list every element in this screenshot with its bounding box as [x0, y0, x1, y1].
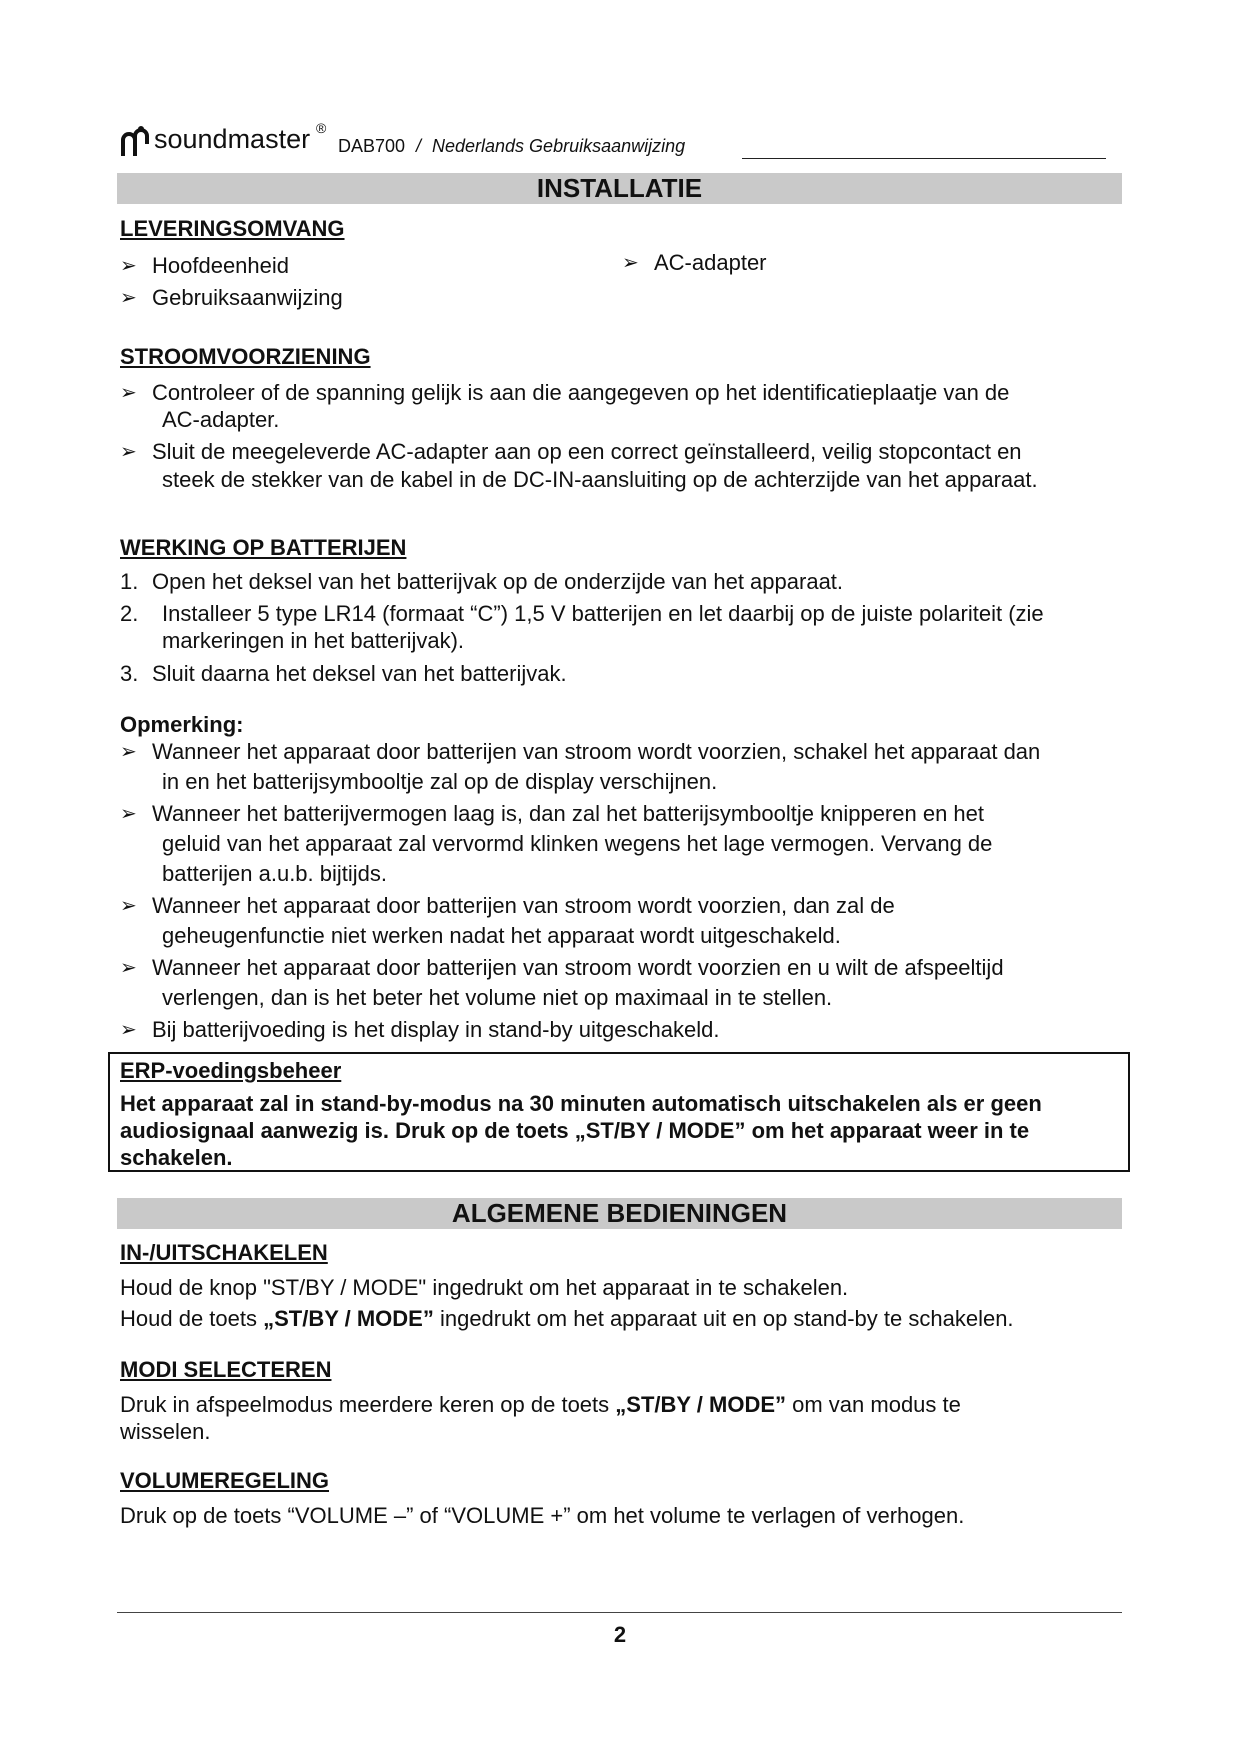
header-subtitle: Nederlands Gebruiksaanwijzing: [432, 136, 686, 156]
list-item-text: batterijen a.u.b. bijtijds.: [162, 861, 388, 886]
paragraph-line: wisselen.: [120, 1419, 211, 1444]
list-item-text: geheugenfunctie niet werken nadat het apparaat wordt uitgeschakeld.: [162, 923, 841, 948]
heading-opmerking: Opmerking:: [120, 712, 244, 737]
key-name-st-by-mode: „ST/BY / MODE”: [263, 1306, 434, 1331]
arrow-bullet-icon: ➢: [120, 287, 137, 309]
key-name-st-by-mode: „ST/BY / MODE”: [615, 1392, 787, 1417]
heading-leveringsomvang: LEVERINGSOMVANG: [120, 216, 345, 241]
list-item-text: steek de stekker van de kabel in de DC-IN-aansluiting op de achterzijde van het apparaat.: [162, 467, 1038, 492]
heading-modi-selecteren: MODI SELECTEREN: [120, 1357, 332, 1382]
paragraph-line: [120, 1391, 961, 1419]
brand-name: soundmaster: [154, 124, 311, 154]
list-item-text: Wanneer het batterijvermogen laag is, dan zal het batterijsymbooltje knipperen en het: [152, 801, 985, 826]
list-item-text: Gebruiksaanwijzing: [152, 285, 343, 310]
list-item-text: in en het batterijsymbooltje zal op de display verschijnen.: [162, 769, 718, 794]
arrow-bullet-icon: ➢: [622, 252, 639, 274]
paragraph-line: Houd de knop "ST/BY / MODE" ingedrukt om het apparaat in te schakelen.: [120, 1275, 849, 1300]
heading-werking-op-batterijen: WERKING OP BATTERIJEN: [120, 535, 407, 560]
arrow-bullet-icon: ➢: [120, 895, 137, 917]
step-text: Installeer 5 type LR14 (formaat “C”) 1,5 V batterijen en let daarbij op de juiste polariteit (zie: [162, 601, 1044, 626]
arrow-bullet-icon: ➢: [120, 255, 137, 277]
list-item-text: Wanneer het apparaat door batterijen van stroom wordt voorzien, schakel het apparaat dan: [152, 739, 1041, 764]
model-number: DAB700: [338, 136, 406, 156]
erp-notice-box: [108, 1052, 1130, 1172]
list-item-text: geluid van het apparaat zal vervormd klinken wegens het lage vermogen. Vervang de: [162, 831, 993, 856]
section-title-installatie: INSTALLATIE: [536, 173, 703, 203]
registered-mark: ®: [316, 120, 327, 136]
arrow-bullet-icon: ➢: [120, 441, 137, 463]
step-text: Open het deksel van het batterijvak op de onderzijde van het apparaat.: [152, 569, 844, 594]
list-item-text: Bij batterijvoeding is het display in stand-by uitgeschakeld.: [152, 1017, 720, 1042]
erp-heading: ERP-voedingsbeheer: [120, 1058, 342, 1083]
arrow-bullet-icon: ➢: [120, 382, 137, 404]
text-run: om van modus te: [786, 1392, 961, 1417]
list-item-text: Controleer of de spanning gelijk is aan die aangegeven op het identificatieplaatje van de: [152, 380, 1010, 405]
header-separator: /: [416, 136, 422, 156]
erp-text-line: schakelen.: [120, 1145, 233, 1170]
step-number: 3.: [120, 661, 139, 686]
list-item-text: AC-adapter.: [162, 407, 280, 432]
section-band-installatie: [117, 173, 1122, 204]
arrow-bullet-icon: ➢: [120, 741, 137, 763]
footer-rule: [117, 1612, 1122, 1613]
step-text: markeringen in het batterijvak).: [162, 628, 465, 653]
erp-text-line: Het apparaat zal in stand-by-modus na 30 minuten automatisch uitschakelen als er geen: [120, 1091, 1042, 1116]
arrow-bullet-icon: ➢: [120, 957, 137, 979]
list-item-text: verlengen, dan is het beter het volume niet op maximaal in te stellen.: [162, 985, 833, 1010]
arrow-bullet-icon: ➢: [120, 1019, 137, 1041]
heading-volumeregeling: VOLUMEREGELING: [120, 1468, 330, 1493]
erp-text-line: audiosignaal aanwezig is. Druk op de toets „ST/BY / MODE” om het apparaat weer in te: [120, 1118, 1030, 1143]
arrow-bullet-icon: ➢: [120, 803, 137, 825]
list-item-text: Sluit de meegeleverde AC-adapter aan op een correct geïnstalleerd, veilig stopcontact en: [152, 439, 1022, 464]
paragraph-line: [120, 1305, 1014, 1333]
step-number: 1.: [120, 569, 139, 594]
list-item-text: Hoofdeenheid: [152, 253, 290, 278]
text-run: Houd de toets: [120, 1306, 264, 1331]
page-number: 2: [613, 1622, 627, 1647]
paragraph-line: Druk op de toets “VOLUME –” of “VOLUME +” om het volume te verlagen of verhogen.: [120, 1503, 965, 1528]
heading-in-uitschakelen: IN-/UITSCHAKELEN: [120, 1240, 328, 1265]
list-item-text: Wanneer het apparaat door batterijen van stroom wordt voorzien, dan zal de: [152, 893, 895, 918]
step-text: Sluit daarna het deksel van het batterijvak.: [152, 661, 567, 686]
section-title-algemene-bedieningen: ALGEMENE BEDIENINGEN: [451, 1198, 788, 1228]
header: [120, 122, 1120, 162]
list-item-text: Wanneer het apparaat door batterijen van stroom wordt voorzien en u wilt de afspeeltijd: [152, 955, 1004, 980]
header-rule: [742, 158, 1106, 159]
text-run: Druk in afspeelmodus meerdere keren op de toets: [120, 1392, 616, 1417]
step-number: 2.: [120, 601, 139, 626]
text-run: ingedrukt om het apparaat uit en op stand-by te schakelen.: [433, 1306, 1014, 1331]
soundmaster-logo-icon: [120, 124, 150, 158]
list-item-text: AC-adapter: [654, 250, 767, 275]
section-band-algemene-bedieningen: [117, 1198, 1122, 1229]
heading-stroomvoorziening: STROOMVOORZIENING: [120, 344, 371, 369]
